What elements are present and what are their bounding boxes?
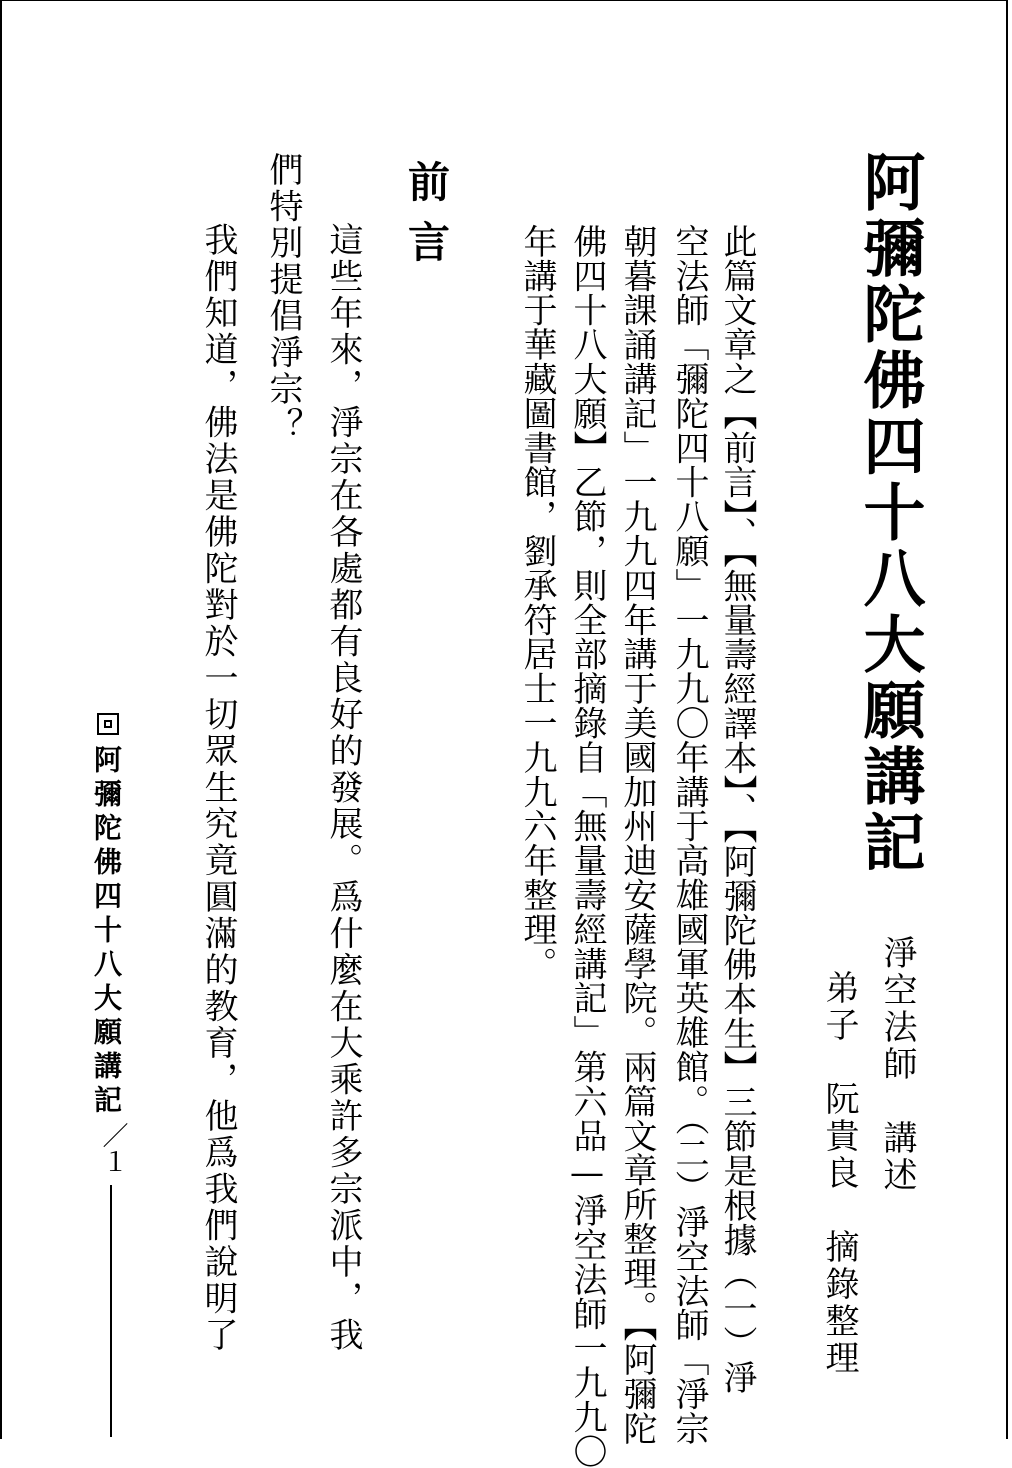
square-frame-icon [97, 713, 119, 735]
intro-note-line-2: 空法師「彌陀四十八願」一九九〇年講于高雄國軍英雄館。（二）淨空法師「淨宗 [669, 224, 709, 1446]
author-line-speaker: 淨空法師 講述 [877, 935, 917, 1194]
body-line-3: 我們知道，佛法是佛陀對於一切眾生究竟圓滿的教育，他爲我們說明了 [198, 222, 238, 1354]
body-line-2: 們特別提倡淨宗？ [263, 152, 303, 444]
author-line-editor: 弟子 阮貴良 摘錄整理 [819, 970, 859, 1377]
footer-rule [110, 1185, 112, 1437]
page-number: ／１ [98, 1122, 128, 1174]
footer-book-title: 阿彌陀佛四十八大願講記 [90, 745, 123, 1119]
section-heading: 前言 [402, 160, 451, 280]
body-line-1: 這些年來，淨宗在各處都有良好的發展。爲什麼在大乘許多宗派中，我 [323, 222, 363, 1354]
page-title: 阿彌陀佛四十八大願講記 [853, 150, 926, 876]
intro-note-line-3: 朝暮課誦講記」一九九四年講于美國加州迪安薩學院。兩篇文章所整理。【阿彌陀 [617, 224, 657, 1446]
intro-note-line-1: 此篇文章之【前言】、【無量壽經譯本】、【阿彌陀佛本生】三節是根據（一）淨 [717, 224, 757, 1395]
intro-note-line-4: 佛四十八大願】乙節，則全部摘錄自「無量壽經講記」第六品—淨空法師一九九〇 [567, 224, 607, 1468]
intro-note-line-5: 年講于華藏圖書館，劉承符居士一九九六年整理。 [517, 224, 557, 981]
